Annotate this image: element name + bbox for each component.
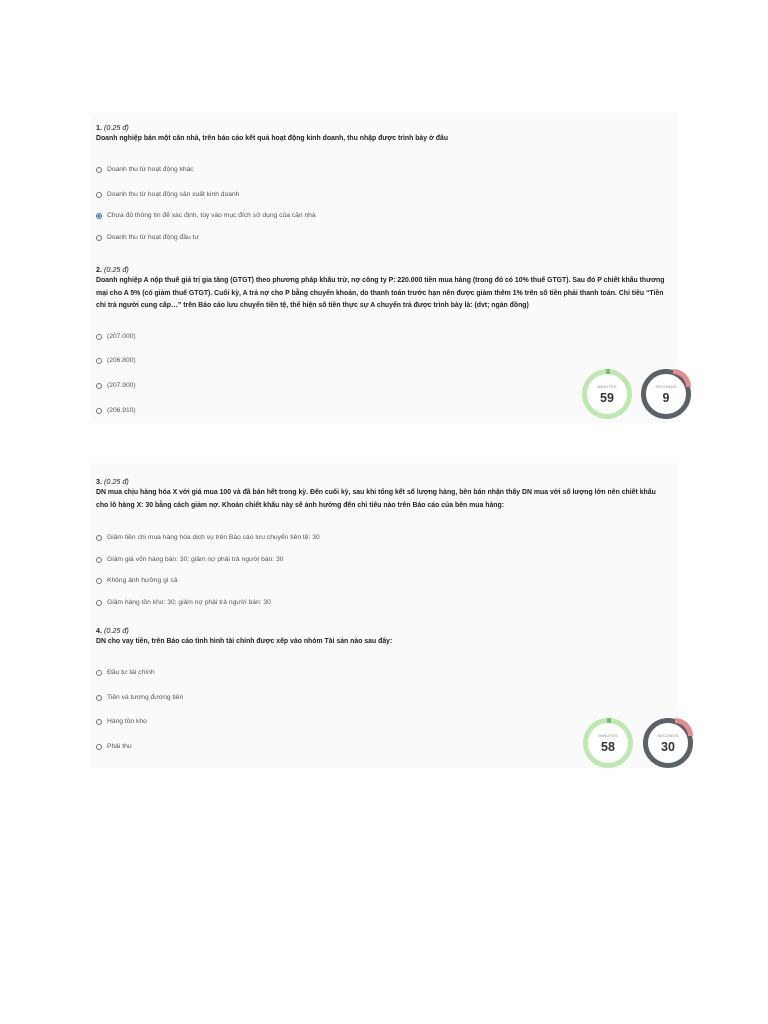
seconds-timer <box>641 369 691 419</box>
radio-button[interactable] <box>96 167 102 173</box>
radio-button[interactable] <box>96 600 102 606</box>
option-selected[interactable]: Chưa đủ thông tin để xác định, tùy vào mục đích sử dụng của căn nhà <box>96 212 316 219</box>
radio-button[interactable] <box>96 334 102 340</box>
seconds-timer <box>643 718 693 768</box>
option[interactable]: Doanh thu từ hoạt động sản xuất kinh doanh <box>96 191 239 198</box>
option[interactable]: Đầu tư tài chính <box>96 669 155 676</box>
option[interactable]: Hàng tồn kho <box>96 718 147 725</box>
option[interactable]: Giảm tiền chi mua hàng hóa dịch vụ trên Báo cáo lưu chuyển tiền tệ: 30 <box>96 534 320 541</box>
minutes-timer <box>582 369 632 419</box>
option[interactable]: (206.800) <box>96 357 136 364</box>
radio-button[interactable] <box>96 670 102 676</box>
seconds-value: 30 <box>661 740 675 754</box>
radio-button[interactable] <box>96 408 102 414</box>
option[interactable]: Giảm giá vốn hàng bán: 30; giảm nợ phải trả người bán: 30 <box>96 556 283 563</box>
radio-button[interactable] <box>96 383 102 389</box>
option[interactable]: Không ảnh hưởng gì cả <box>96 577 178 584</box>
option[interactable]: (207.000) <box>96 333 136 340</box>
option[interactable]: Tiền và tương đương tiền <box>96 694 183 701</box>
radio-button[interactable] <box>96 192 102 198</box>
question-number: 4. (0.25 đ) <box>96 626 129 635</box>
minutes-value: 59 <box>600 391 614 405</box>
option[interactable]: (207.900) <box>96 382 136 389</box>
option[interactable]: Doanh thu từ hoạt động khác <box>96 166 194 173</box>
question-4 <box>96 626 666 649</box>
radio-button[interactable] <box>96 695 102 701</box>
question-text: DN mua chịu hàng hóa X với giá mua 100 và đã bán hết trong kỳ. Đến cuối kỳ, sau khi tổng kết số lượng hàng, bên bán nhận thấy DN mua với số lượng lớn nên chiết khấu cho lô hàng X: 30 bằng cách giảm nợ. Khoản chiết khấu này sẽ ảnh hưởng đến chỉ tiêu nào trên Báo cáo của bên mua hàng: <box>96 489 656 509</box>
radio-button[interactable] <box>96 535 102 541</box>
radio-button[interactable] <box>96 235 102 241</box>
option[interactable]: Phải thu <box>96 743 132 750</box>
seconds-value: 9 <box>662 391 670 405</box>
radio-button[interactable] <box>96 578 102 584</box>
question-3 <box>96 477 666 512</box>
minutes-value: 58 <box>601 740 615 754</box>
question-text: Doanh nghiệp A nộp thuế giá trị gia tăng (GTGT) theo phương pháp khấu trừ, nợ công ty P: 220.000 tiền mua hàng (trong đó có 10% thuế GTGT). Sau đó P chiết khấu thương mại cho A 5% (có giảm thuế GTGT). Cuối kỳ, A trả nợ cho P bằng chuyển khoản, do thanh toán trước hạn nên được giảm thêm 1% trên số tiền phải thanh toán. Chỉ tiêu “Tiền chi trả người cung cấp…” trên Báo cáo lưu chuyển tiền tệ, thể hiện số tiền thực sự A chuyển trả được trình bày là: (dvt; ngàn đồng) <box>96 277 665 309</box>
radio-button[interactable] <box>96 744 102 750</box>
question-text: DN cho vay tiền, trên Báo cáo tình hình tài chính được xếp vào nhóm Tài sản nào sau đây: <box>96 638 393 645</box>
question-number: 1. (0.25 đ) <box>96 123 129 132</box>
radio-button-checked[interactable] <box>96 213 102 219</box>
question-number: 3. (0.25 đ) <box>96 477 129 486</box>
option[interactable]: Doanh thu từ hoạt động đầu tư <box>96 234 199 241</box>
question-number: 2. (0.25 đ) <box>96 265 129 274</box>
question-text: Doanh nghiệp bán một căn nhà, trên báo cáo kết quả hoạt động kinh doanh, thu nhập được trình bày ở đâu <box>96 135 449 142</box>
radio-button[interactable] <box>96 719 102 725</box>
option[interactable]: (206.910) <box>96 407 136 414</box>
seconds-label: SECONDS <box>655 384 677 389</box>
minutes-label: MINUTES <box>597 384 617 389</box>
seconds-label: SECONDS <box>657 733 679 738</box>
radio-button[interactable] <box>96 557 102 563</box>
question-1 <box>96 123 666 146</box>
question-2 <box>96 265 666 313</box>
option[interactable]: Giảm hàng tồn kho: 30; giảm nợ phải trả người bán: 30 <box>96 599 271 606</box>
radio-button[interactable] <box>96 358 102 364</box>
minutes-timer <box>583 718 633 768</box>
minutes-label: MINUTES <box>598 733 618 738</box>
